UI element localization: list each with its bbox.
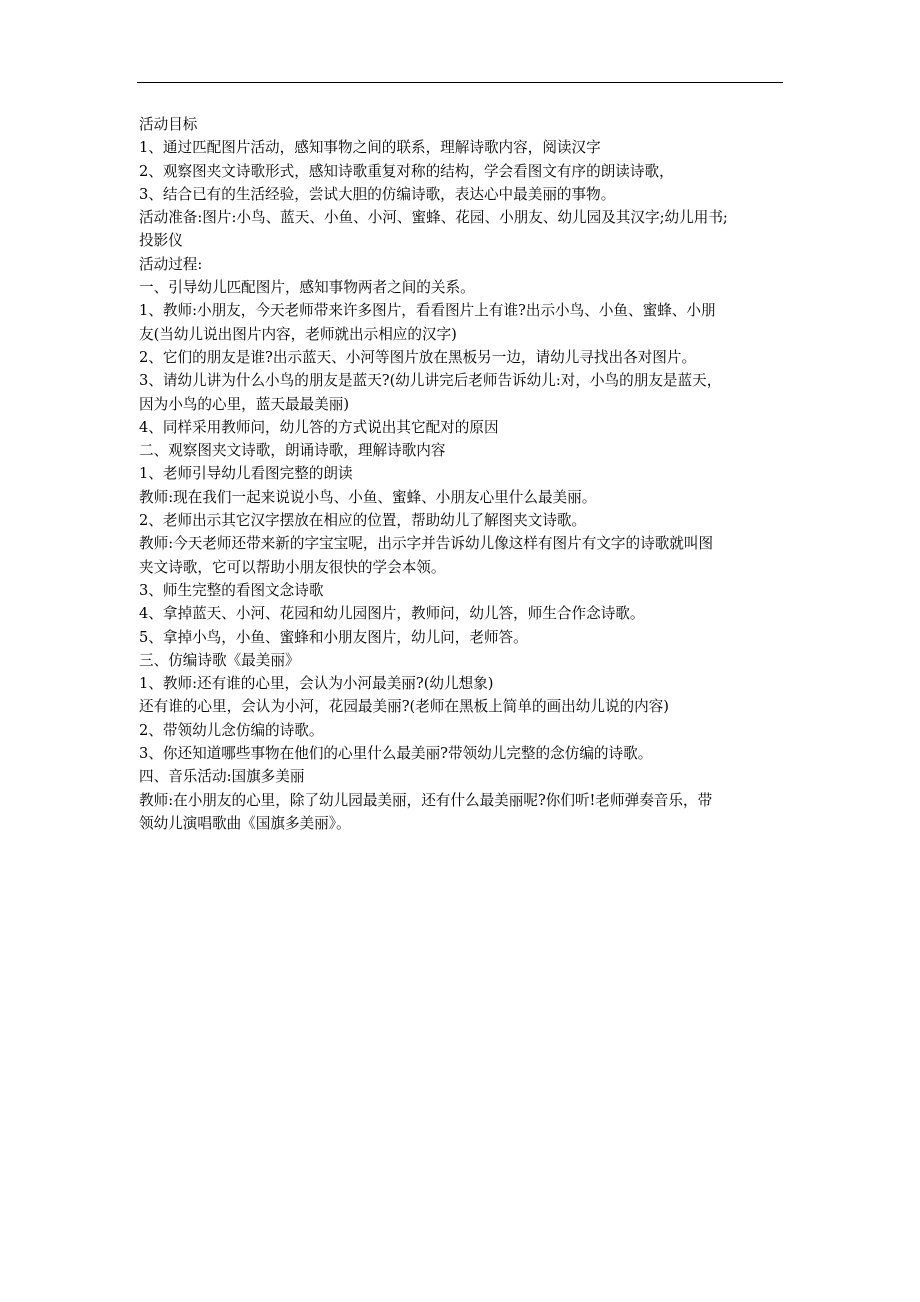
step-heading: 三、仿编诗歌《最美丽》 [139,651,300,669]
paragraph-line: 还有谁的心里，会认为小河，花园最美丽?(老师在黑板上简单的画出幼儿说的内容) [139,698,669,716]
paragraph-line: 因为小鸟的心里，蓝天最最美丽) [139,395,350,413]
paragraph-line: 1、教师:小朋友，今天老师带来许多图片，看看图片上有谁?出示小鸟、小鱼、蜜蜂、小朋 [139,302,716,320]
header-rule [137,82,783,83]
step-heading: 二、观察图夹文诗歌，朗诵诗歌，理解诗歌内容 [139,442,446,460]
paragraph-line: 领幼儿演唱歌曲《国旗多美丽》。 [139,814,351,832]
section-heading-process: 活动过程: [139,255,203,273]
preparation-text: 投影仪 [139,232,183,250]
preparation-text: 活动准备:图片:小鸟、蓝天、小鱼、小河、蜜蜂、花园、小朋友、幼儿园及其汉字;幼儿用书; [139,209,728,227]
paragraph-line: 教师:在小朋友的心里，除了幼儿园最美丽，还有什么最美丽呢?你们听!老师弹奏音乐，带 [139,791,713,809]
paragraph-line: 4、拿掉蓝天、小河、花园和幼儿园图片，教师问，幼儿答，师生合作念诗歌。 [139,605,645,623]
paragraph-line: 2、它们的朋友是谁?出示蓝天、小河等图片放在黑板另一边，请幼儿寻找出各对图片。 [139,348,697,366]
paragraph-line: 4、同样采用教师问，幼儿答的方式说出其它配对的原因 [139,418,499,436]
objective-item: 3、结合已有的生活经验，尝试大胆的仿编诗歌，表达心中最美丽的事物。 [139,185,616,203]
paragraph-line: 1、教师:还有谁的心里，会认为小河最美丽?(幼儿想象) [139,675,494,693]
paragraph-line: 3、你还知道哪些事物在他们的心里什么最美丽?带领幼儿完整的念仿编的诗歌。 [139,745,653,763]
section-heading-objectives: 活动目标 [139,116,198,133]
paragraph-line: 3、请幼儿讲为什么小鸟的朋友是蓝天?(幼儿讲完后老师告诉幼儿:对，小鸟的朋友是蓝天， [139,372,722,390]
paragraph-line: 1、老师引导幼儿看图完整的朗读 [139,465,353,483]
objective-item: 1、通过匹配图片活动，感知事物之间的联系，理解诗歌内容，阅读汉字 [139,139,601,157]
paragraph-line: 5、拿掉小鸟，小鱼、蜜蜂和小朋友图片，幼儿问，老师答。 [139,628,528,646]
paragraph-line: 教师:今天老师还带来新的字宝宝呢，出示字并告诉幼儿像这样有图片有文字的诗歌就叫图 [139,535,714,553]
paragraph-line: 夹文诗歌，它可以帮助小朋友很快的学会本领。 [139,558,446,576]
objective-item: 2、观察图夹文诗歌形式，感知诗歌重复对称的结构，学会看图文有序的朗读诗歌， [139,162,674,180]
paragraph-line: 教师:现在我们一起来说说小鸟、小鱼、蜜蜂、小朋友心里什么最美丽。 [139,488,597,506]
paragraph-line: 2、带领幼儿念仿编的诗歌。 [139,721,324,739]
document-body [139,113,789,835]
step-heading: 四、音乐活动:国旗多美丽 [139,768,305,786]
paragraph-line: 友(当幼儿说出图片内容，老师就出示相应的汉字) [139,325,457,343]
paragraph-line: 3、师生完整的看图文念诗歌 [139,581,324,599]
step-heading: 一、引导幼儿匹配图片，感知事物两者之间的关系。 [139,279,475,297]
paragraph-line: 2、老师出示其它汉字摆放在相应的位置，帮助幼儿了解图夹文诗歌。 [139,512,587,530]
